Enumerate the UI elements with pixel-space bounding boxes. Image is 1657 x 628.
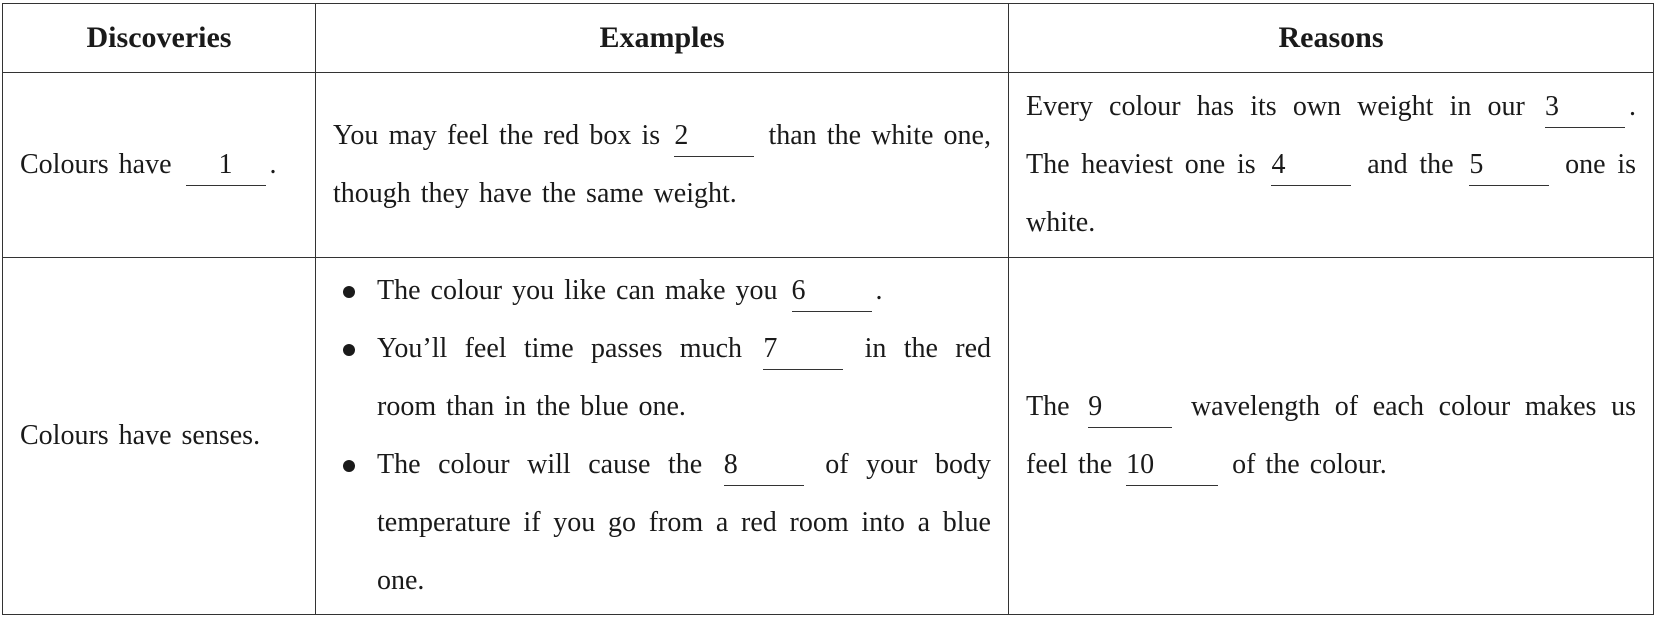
- example-text: of your body temperature if you go from a red room into a blue one.: [377, 449, 991, 596]
- discovery-cell: Colours have senses.: [3, 258, 316, 615]
- header-reasons: Reasons: [1009, 4, 1654, 73]
- worksheet-table: [2, 3, 1654, 615]
- example-text: The colour you like can make you: [377, 275, 778, 306]
- list-item: [333, 436, 991, 610]
- blank-7[interactable]: 7: [763, 329, 843, 370]
- list-item: [333, 262, 991, 320]
- example-cell: [316, 73, 1009, 258]
- discovery-text: .: [269, 149, 277, 180]
- discovery-text: Colours have: [20, 149, 172, 180]
- blank-9[interactable]: 9: [1088, 387, 1172, 428]
- bullet-icon: [343, 286, 355, 298]
- bullet-icon: [343, 460, 355, 472]
- table-row: [3, 258, 1654, 615]
- blank-3[interactable]: 3: [1545, 87, 1625, 128]
- blank-1[interactable]: 1: [186, 145, 266, 186]
- example-text: than the white one, though they have the same weight.: [333, 120, 991, 209]
- blank-5[interactable]: 5: [1469, 145, 1549, 186]
- list-item: [333, 320, 991, 436]
- table-row: [3, 73, 1654, 258]
- blank-6[interactable]: 6: [792, 271, 872, 312]
- discovery-cell: [3, 73, 316, 258]
- reason-cell: [1009, 258, 1654, 615]
- reason-text: The: [1026, 391, 1070, 422]
- example-text: You may feel the red box is: [333, 120, 661, 151]
- header-examples: Examples: [316, 4, 1009, 73]
- blank-8[interactable]: 8: [724, 445, 804, 486]
- reason-text: and the: [1367, 149, 1454, 180]
- reason-text: Every colour has its own weight in our: [1026, 91, 1525, 122]
- reason-text: one is white.: [1026, 149, 1637, 238]
- example-text: in the red room than in the blue one.: [377, 333, 991, 422]
- example-text: .: [875, 275, 883, 306]
- example-text: You’ll feel time passes much: [377, 333, 743, 364]
- reason-text: . The heaviest one is: [1026, 91, 1637, 180]
- header-discoveries: Discoveries: [3, 4, 316, 73]
- reason-text: of the colour.: [1232, 449, 1387, 480]
- example-list: [333, 262, 991, 610]
- blank-2[interactable]: 2: [674, 116, 754, 157]
- bullet-icon: [343, 344, 355, 356]
- reason-text: wavelength of each colour makes us feel the: [1026, 391, 1637, 480]
- example-cell: [316, 258, 1009, 615]
- blank-4[interactable]: 4: [1271, 145, 1351, 186]
- blank-10[interactable]: 10: [1126, 445, 1218, 486]
- header-row: [3, 4, 1654, 73]
- reason-cell: [1009, 73, 1654, 258]
- example-text: The colour will cause the: [377, 449, 703, 480]
